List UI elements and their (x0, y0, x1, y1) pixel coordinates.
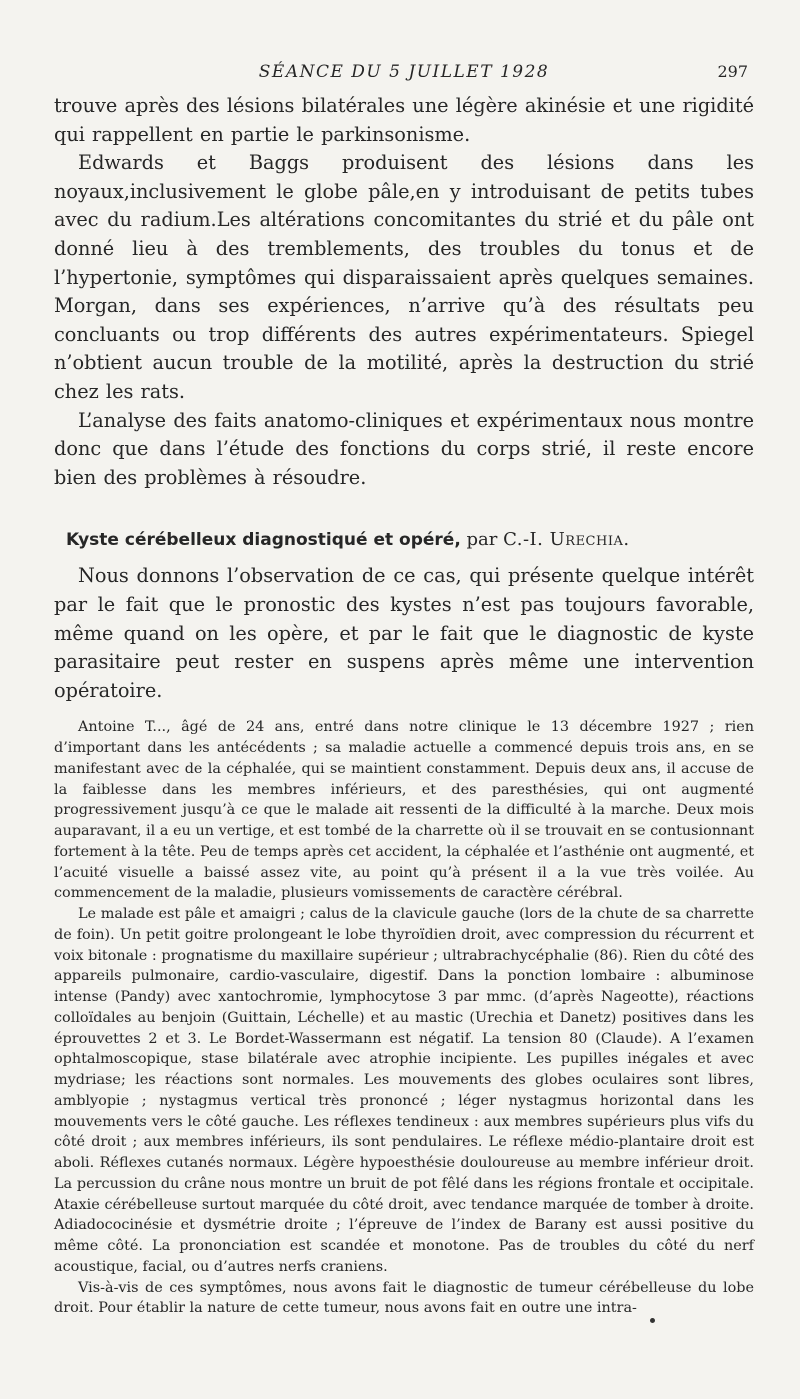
page (54, 62, 754, 1319)
body-paragraph-2: Edwards et Baggs produisent des lésions dans les noyaux,inclusivement le globe pâle,en y introduisant de petits tubes avec du radium.Les altérations concomitantes du strié et du pâle ont donné lieu à des tremblements, des troubles du tonus et de l’hypertonie, symptômes qui disparaissaient après quelques semaines. Morgan, dans ses expériences, n’arrive qu’à des résultats peu concluants ou trop différents des autres expérimentateurs. Spiegel n’obtient aucun trouble de la motilité, après la destruction du strié chez les rats. (54, 151, 754, 403)
section-by: par (466, 529, 498, 551)
case-paragraph-3: Vis-à-vis de ces symptômes, nous avons fait le diagnostic de tumeur cérébelleuse du lobe droit. Pour établir la nature de cette tumeur, nous avons fait en outre une intra- (54, 1279, 754, 1317)
body-paragraph-3: L’analyse des faits anatomo-cliniques et expérimentaux nous montre donc que dans l’étude des fonctions du corps strié, il reste encore bien des problèmes à résoudre. (54, 408, 754, 489)
section-heading (66, 526, 754, 554)
section-intro: Nous donnons l’observation de ce cas, qui présente quelque intérêt par le fait que le pronostic des kystes n’est pas toujours favorable, même quand on les opère, et par le fait que le diagnostic de kyste parasitaire peut rester en suspens après même une intervention opératoire. (54, 564, 754, 702)
section-author: C.-I. Urechia. (503, 529, 630, 551)
page-number: 297 (717, 62, 748, 81)
ink-dot (650, 1318, 655, 1323)
running-title: SÉANCE DU 5 JUILLET 1928 (258, 62, 550, 82)
case-paragraph-2: Le malade est pâle et amaigri ; calus de la clavicule gauche (lors de la chute de sa charrette de foin). Un petit goitre prolongeant le lobe thyroïdien droit, avec compression du récurrent et voix bitonale : prognatisme du maxillaire supérieur ; ultrabrachycéphalie (86). Rien du côté des appareils pulmonaire, cardio-vasculaire, digestif. Dans la ponction lombaire : albuminose intense (Pandy) avec xantochromie, lymphocytose 3 par mmc. (d’après Nageotte), réactions colloïdales au benjoin (Guittain, Léchelle) et au mastic (Urechia et Danetz) positives dans les éprouvettes 2 et 3. Le Bordet-Wassermann est négatif. La tension 80 (Claude). A l’examen ophtalmoscopique, stase bilatérale avec atrophie incipiente. Les pupilles inégales et avec mydriase; les réactions sont normales. Les mouvements des globes oculaires sont libres, amblyopie ; nystagmus vertical très prononcé ; léger nystagmus horizontal dans les mouvements vers le côté gauche. Les réflexes tendineux : aux membres supérieurs plus vifs du côté droit ; aux membres inférieurs, ils sont pendulaires. Le réflexe médio-plantaire droit est aboli. Réflexes cutanés normaux. Légère hypoesthésie douloureuse au membre inférieur droit. La percussion du crâne nous montre un bruit de pot fêlé dans les régions frontale et occipitale. Ataxie cérébelleuse surtout marquée du côté droit, avec tendance marquée de tomber à droite. Adiadococinésie et dysmétrie droite ; l’épreuve de l’index de Barany est aussi positive du même côté. La prononciation est scandée et monotone. Pas de troubles du côté du nerf acoustique, facial, ou d’autres nerfs craniens. (54, 906, 754, 1275)
body-paragraph-1: trouve après des lésions bilatérales une légère akinésie et une rigidité qui rappellent en partie le parkinsonisme. (54, 94, 754, 146)
section-title: Kyste cérébelleux diagnostiqué et opéré, (66, 530, 461, 551)
running-head (54, 62, 754, 88)
case-report (54, 717, 754, 1319)
case-paragraph-1: Antoine T..., âgé de 24 ans, entré dans notre clinique le 13 décembre 1927 ; rien d’important dans les antécédents ; sa maladie actuelle a commencé depuis trois ans, en se manifestant avec de la céphalée, qui se maintient constamment. Depuis deux ans, il accuse de la faiblesse dans les membres inférieurs, et des paresthésies, qui ont augmenté progressivement jusqu’à ce que le malade ait ressenti de la difficulté à la marche. Deux mois auparavant, il a eu un vertige, et est tombé de la charrette où il se trouvait en se contusionnant fortement à la tête. Peu de temps après cet accident, la céphalée et l’asthénie ont augmenté, et l’acuité visuelle a baissé assez vite, au point qu’à présent il a la vue très voilée. Au commencement de la maladie, plusieurs vomissements de caractère cérébral. (54, 719, 754, 902)
